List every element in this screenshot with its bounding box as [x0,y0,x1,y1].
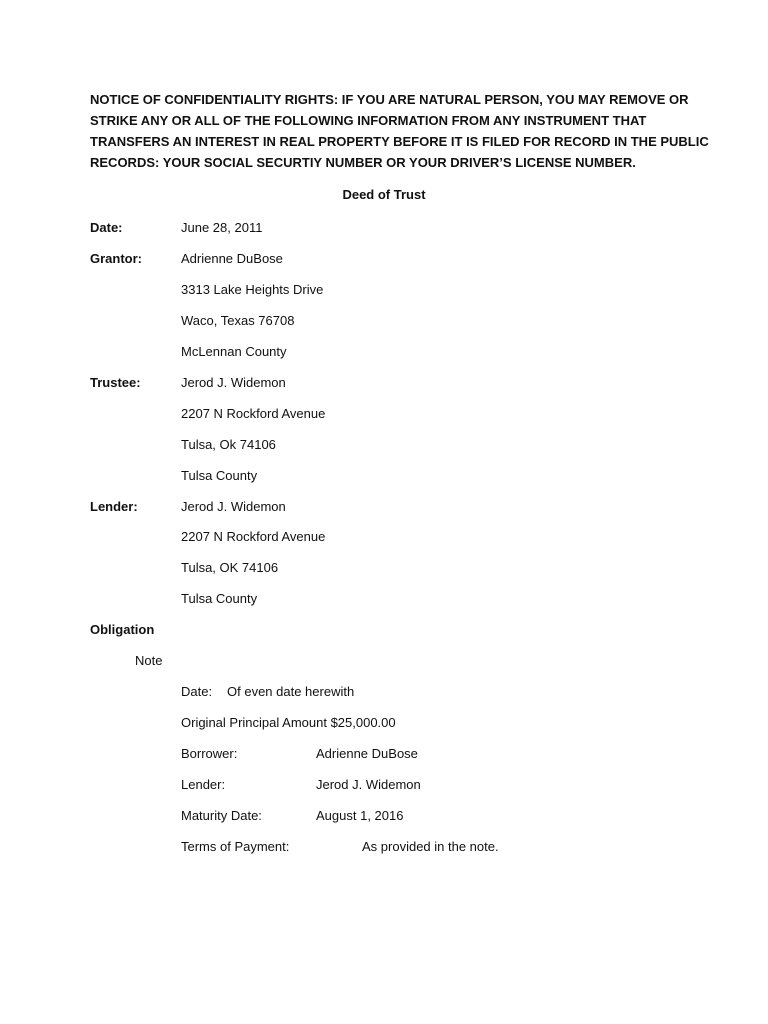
lender-county: Tulsa County [181,591,258,606]
borrower-value: Adrienne DuBose [316,746,418,761]
grantor-county: McLennan County [181,344,287,359]
lender-city: Tulsa, OK 74106 [181,560,279,575]
trustee-street: 2207 N Rockford Avenue [181,406,326,421]
lender-label: Lender: [90,499,138,514]
grantor-street: 3313 Lake Heights Drive [181,282,324,297]
note-date-label: Date: [181,684,213,699]
lender-name: Jerod J. Widemon [181,499,286,514]
maturity-date-label: Maturity Date: [181,808,262,823]
note-heading: Note [135,653,163,668]
notice-line: RECORDS: YOUR SOCIAL SECURTIY NUMBER OR YOUR DRIVER’S LICENSE NUMBER. [90,155,636,170]
trustee-city: Tulsa, Ok 74106 [181,437,276,452]
note-lender-value: Jerod J. Widemon [316,777,421,792]
lender-street: 2207 N Rockford Avenue [181,529,326,544]
grantor-city: Waco, Texas 76708 [181,313,295,328]
note-date-value: Of even date herewith [227,684,355,699]
note-lender-label: Lender: [181,777,226,792]
grantor-label: Grantor: [90,251,142,266]
original-principal-amount: Original Principal Amount $25,000.00 [181,715,396,730]
grantor-name: Adrienne DuBose [181,251,283,266]
trustee-name: Jerod J. Widemon [181,375,286,390]
date-label: Date: [90,220,123,235]
obligation-heading: Obligation [90,622,155,637]
terms-of-payment-label: Terms of Payment: [181,839,290,854]
trustee-county: Tulsa County [181,468,258,483]
borrower-label: Borrower: [181,746,238,761]
document-title: Deed of Trust [342,187,426,202]
maturity-date-value: August 1, 2016 [316,808,404,823]
terms-of-payment-value: As provided in the note. [362,839,499,854]
notice-line: STRIKE ANY OR ALL OF THE FOLLOWING INFORMATION FROM ANY INSTRUMENT THAT [90,113,647,128]
confidentiality-notice [90,89,709,173]
date-value: June 28, 2011 [181,220,263,235]
notice-line: NOTICE OF CONFIDENTIALITY RIGHTS: IF YOU ARE NATURAL PERSON, YOU MAY REMOVE OR [90,92,689,107]
trustee-label: Trustee: [90,375,141,390]
notice-line: TRANSFERS AN INTEREST IN REAL PROPERTY BEFORE IT IS FILED FOR RECORD IN THE PUBLIC [90,134,709,149]
